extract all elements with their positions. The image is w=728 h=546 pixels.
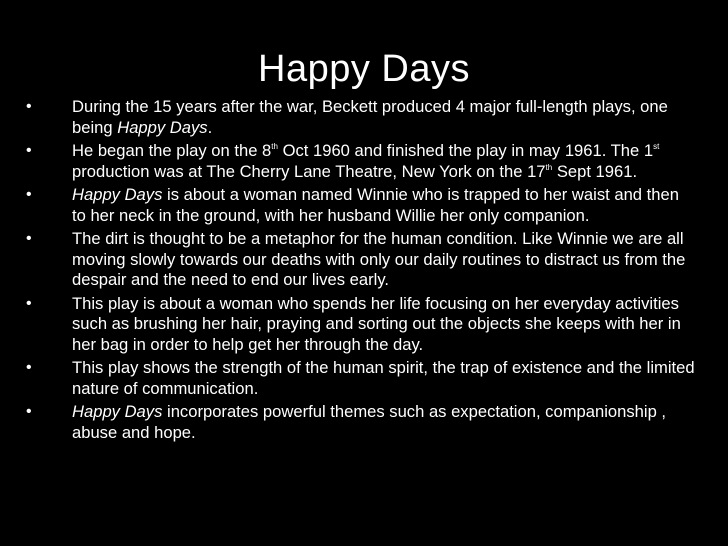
bullet-list: [26, 97, 696, 446]
bullet-text: Oct 1960 and finished the play in may 1961. The 1: [277, 141, 654, 160]
play-title-italic: Happy Days: [117, 117, 208, 137]
bullet-text: During the 15 years after the war, Beckett produced 4 major full-length plays, one being: [72, 97, 668, 137]
bullet-item: [26, 294, 696, 356]
bullet-dot: •: [26, 294, 32, 312]
ordinal-suffix: st: [653, 142, 660, 151]
bullet-text: The dirt is thought to be a metaphor for the human condition. Like Winnie we are all moving slowly towards our deaths with only our daily routines to distract us from the despair and the need to end our lives early.: [72, 229, 686, 289]
ordinal-suffix: th: [271, 142, 278, 151]
play-title-italic: Happy Days: [72, 185, 163, 204]
bullet-dot: •: [26, 359, 32, 376]
bullet-text: .: [207, 117, 213, 137]
bullet-item: [26, 141, 696, 182]
bullet-item: [26, 229, 696, 291]
slide-title: Happy Days: [258, 48, 470, 90]
bullet-text: Sept 1961.: [552, 161, 638, 181]
bullet-text: is about a woman named Winnie who is trapped to her waist and then to her neck in the ground, with her husband Willie her only companion.: [72, 185, 679, 225]
bullet-text: production was at The Cherry Lane Theatre, New York on the 17: [72, 161, 546, 181]
bullet-text: This play is about a woman who spends her life focusing on her everyday activities such as brushing her hair, praying and sorting out the objects she keeps with her in her bag in order to help get her through the day.: [72, 293, 681, 354]
bullet-item: [26, 185, 696, 226]
ordinal-suffix: th: [545, 162, 553, 172]
bullet-text: This play shows the strength of the human spirit, the trap of existence and the limited nature of communication.: [72, 358, 695, 398]
play-title-italic: Happy Days: [72, 402, 163, 421]
bullet-dot: •: [26, 98, 32, 115]
bullet-text: He began the play on the 8: [72, 141, 272, 160]
bullet-dot: •: [26, 403, 32, 420]
bullet-item: [26, 97, 696, 138]
bullet-dot: •: [26, 230, 32, 247]
bullet-dot: •: [26, 142, 32, 159]
bullet-dot: •: [26, 186, 32, 203]
bullet-item: [26, 402, 696, 443]
bullet-text: incorporates powerful themes such as expectation, companionship , abuse and hope.: [72, 402, 667, 442]
bullet-item: [26, 358, 696, 399]
